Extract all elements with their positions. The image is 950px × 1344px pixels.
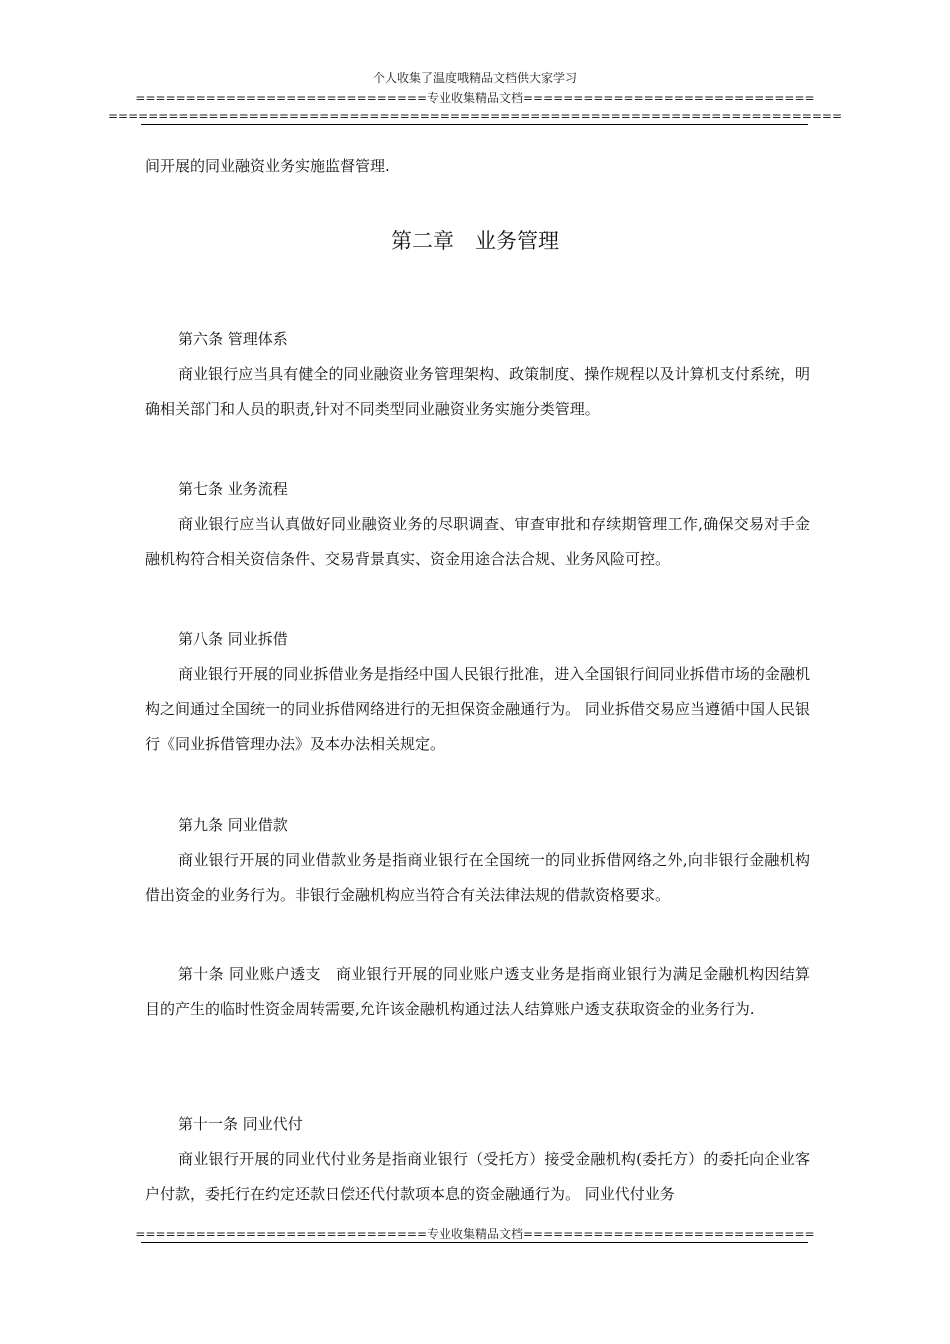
header-separator-bottom: ========================================================================= bbox=[108, 109, 842, 123]
article-body: 第十条 同业账户透支 商业银行开展的同业账户透支业务是指商业银行为满足金融机构因结算目的产生的临时性资金周转需要,允许该金融机构通过法人结算账户透支获取资金的业务行为. bbox=[145, 965, 810, 1018]
header-rule bbox=[141, 124, 808, 125]
article-body: 商业银行开展的同业借款业务是指商业银行在全国统一的同业拆借网络之外,向非银行金融机构借出资金的业务行为。非银行金融机构应当符合有关法律法规的借款资格要求。 bbox=[145, 851, 810, 904]
header-title: 个人收集了温度哦精品文档供大家学习 bbox=[372, 71, 577, 85]
article-heading: 第六条 管理体系 bbox=[178, 330, 288, 348]
chapter-title: 第二章 业务管理 bbox=[391, 229, 559, 253]
article-body: 商业银行应当认真做好同业融资业务的尽职调查、审查审批和存续期管理工作,确保交易对手金融机构符合相关资信条件、交易背景真实、资金用途合法合规、业务风险可控。 bbox=[145, 515, 810, 568]
article-7 bbox=[145, 472, 810, 577]
article-body: 商业银行开展的同业代付业务是指商业银行（受托方）接受金融机构(委托方）的委托向企业客户付款，委托行在约定还款日偿还代付款项本息的资金融通行为。 同业代付业务 bbox=[145, 1150, 810, 1203]
footer-rule bbox=[141, 1242, 808, 1243]
header-separator-top: =============================专业收集精品文档============================= bbox=[135, 91, 815, 105]
article-10 bbox=[145, 957, 810, 1027]
article-heading: 第十一条 同业代付 bbox=[178, 1115, 303, 1133]
article-body: 商业银行应当具有健全的同业融资业务管理架构、政策制度、操作规程以及计算机支付系统，明确相关部门和人员的职责,针对不同类型同业融资业务实施分类管理。 bbox=[145, 365, 810, 418]
article-heading: 第九条 同业借款 bbox=[178, 816, 288, 834]
article-8 bbox=[145, 622, 810, 762]
article-6 bbox=[145, 322, 810, 427]
article-heading: 第七条 业务流程 bbox=[178, 480, 288, 498]
continuation-text: 间开展的同业融资业务实施监督管理. bbox=[145, 157, 390, 175]
article-9 bbox=[145, 808, 810, 913]
article-heading: 第八条 同业拆借 bbox=[178, 630, 288, 648]
article-11 bbox=[145, 1107, 810, 1212]
article-body: 商业银行开展的同业拆借业务是指经中国人民银行批准，进入全国银行间同业拆借市场的金融机构之间通过全国统一的同业拆借网络进行的无担保资金融通行为。 同业拆借交易应当遵循中国人民银行《同业拆借管理办法》及本办法相关规定。 bbox=[145, 665, 810, 753]
footer-separator: =============================专业收集精品文档============================= bbox=[135, 1227, 815, 1241]
